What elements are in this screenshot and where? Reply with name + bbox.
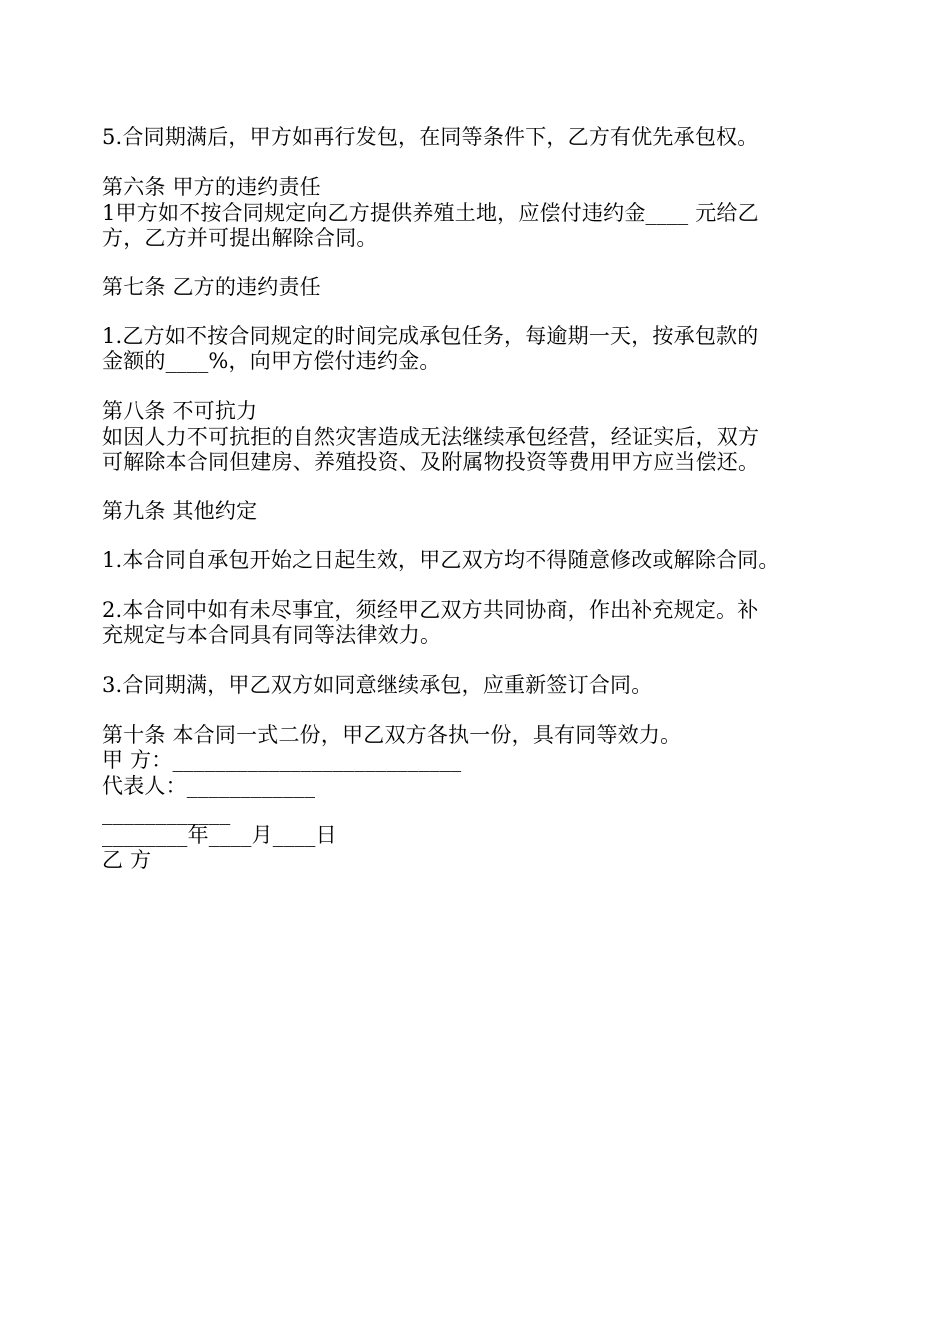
party-a-signature-line: 甲 方：___________________________ (102, 748, 462, 772)
article-6-item-1-line-1: 1甲方如不按合同规定向乙方提供养殖土地，应偿付违约金____ 元给乙 (102, 201, 759, 225)
blank-signature-line: ____________ (102, 801, 231, 825)
representative-signature-line: 代表人：____________ (102, 774, 316, 798)
article-9-heading: 第九条 其他约定 (102, 499, 258, 523)
article-9-item-3: 3.合同期满，甲乙双方如同意继续承包，应重新签订合同。 (102, 673, 653, 697)
article-7-item-1-line-2: 金额的____%，向甲方偿付违约金。 (102, 349, 441, 373)
article-9-item-1: 1.本合同自承包开始之日起生效，甲乙双方均不得随意修改或解除合同。 (102, 548, 780, 572)
article-10-text: 第十条 本合同一式二份，甲乙双方各执一份，具有同等效力。 (102, 723, 682, 747)
article-7-heading: 第七条 乙方的违约责任 (102, 275, 321, 299)
article-9-item-2-line-2: 充规定与本合同具有同等法律效力。 (102, 623, 442, 647)
article-7-item-1-line-1: 1.乙方如不按合同规定的时间完成承包任务，每逾期一天，按承包款的 (102, 324, 759, 348)
clause-5-priority-renewal: 5.合同期满后，甲方如再行发包，在同等条件下，乙方有优先承包权。 (102, 125, 759, 149)
article-8-text-line-1: 如因人力不可抗拒的自然灾害造成无法继续承包经营，经证实后，双方 (102, 425, 760, 449)
party-b-label: 乙 方 (102, 848, 152, 872)
article-6-item-1-line-2: 方，乙方并可提出解除合同。 (102, 226, 378, 250)
date-line: ________年____月____日 (102, 823, 337, 847)
article-8-text-line-2: 可解除本合同但建房、养殖投资、及附属物投资等费用甲方应当偿还。 (102, 450, 760, 474)
article-6-heading: 第六条 甲方的违约责任 (102, 175, 321, 199)
article-8-heading: 第八条 不可抗力 (102, 399, 258, 423)
article-9-item-2-line-1: 2.本合同中如有未尽事宜，须经甲乙双方共同协商，作出补充规定。补 (102, 598, 759, 622)
